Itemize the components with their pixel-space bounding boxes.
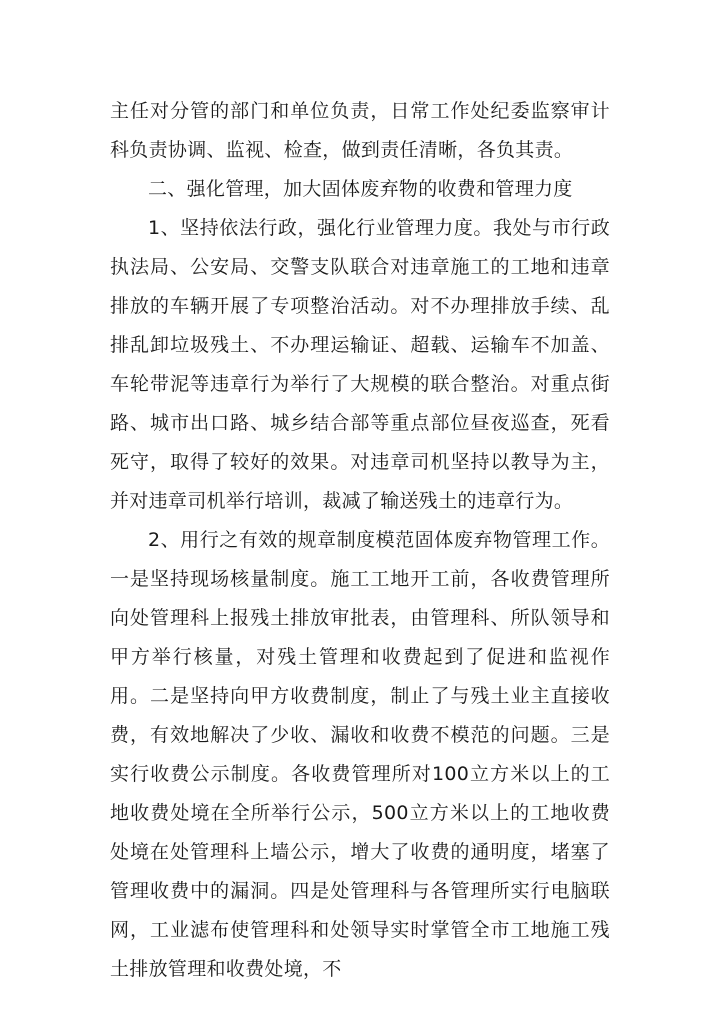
paragraph-responsibility: 主任对分管的部门和单位负责，日常工作处纪委监察审计科负责协调、监视、检查，做到责任清晰，各负其责。 — [110, 100, 610, 161]
body-text — [110, 92, 610, 989]
section-heading-strengthen-management: 二、强化管理，加大固体废弃物的收费和管理力度 — [148, 178, 573, 200]
paragraph-law-enforcement: 1、坚持依法行政，强化行业管理力度。我处与市行政执法局、公安局、交警支队联合对违章施工的工地和违章排放的车辆开展了专项整治活动。对不办理排放手续、乱排乱卸垃圾残土、不办理运输证、超载、运输车不加盖、车轮带泥等违章行为举行了大规模的联合整治。对重点街路、城市出口路、城乡结合部等重点部位昼夜巡查，死看死守，取得了较好的效果。对违章司机坚持以教导为主，并对违章司机举行培训，裁减了输送残土的违章行为。 — [110, 217, 610, 512]
paragraph-regulations: 2、用行之有效的规章制度模范固体废弃物管理工作。一是坚持现场核量制度。施工工地开工前，各收费管理所向处管理科上报残土排放审批表，由管理科、所队领导和甲方举行核量，对残土管理和收费起到了促进和监视作用。二是坚持向甲方收费制度，制止了与残土业主直接收费，有效地解决了少收、漏收和收费不模范的问题。三是实行收费公示制度。各收费管理所对100立方米以上的工地收费处境在全所举行公示，500立方米以上的工地收费处境在处管理科上墙公示，增大了收费的通明度，堵塞了管理收费中的漏洞。四是处管理科与各管理所实行电脑联网，工业滤布使管理科和处领导实时掌管全市工地施工残土排放管理和收费处境，不 — [110, 529, 610, 980]
